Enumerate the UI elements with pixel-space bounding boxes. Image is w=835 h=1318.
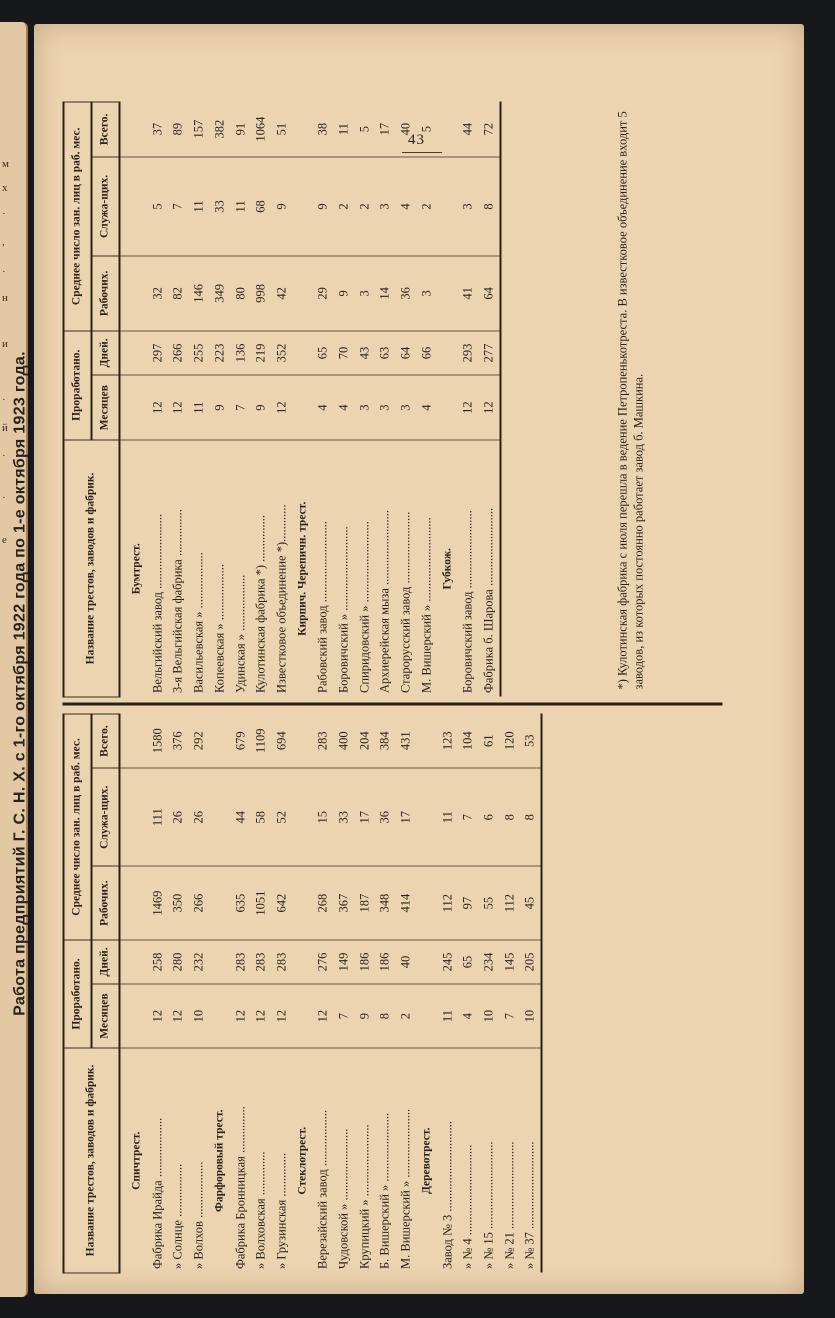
workers-cell: 3 [354,256,375,330]
months-cell: 2 [396,984,417,1048]
col-worked-header: Проработано. [64,331,92,440]
enterprise-name: Васильевская » .................. [191,552,206,693]
total-cell: 204 [354,714,375,768]
col-days-header: Дней. [92,940,120,984]
table-row [313,102,334,697]
days-cell: 293 [458,331,479,376]
table-row [416,102,437,697]
empty-cell [437,331,458,376]
right-table-body [120,102,501,697]
enterprise-name: Удинская » .................. [233,574,248,693]
workers-cell: 82 [168,256,189,330]
months-cell: 12 [458,375,479,440]
empty-cell [292,102,313,157]
days-cell: 40 [396,940,417,984]
empty-cell [120,768,148,866]
empty-cell [292,866,313,940]
workers-cell: 187 [354,866,375,940]
empty-cell [120,375,148,440]
col-name-header: Название трестов, заводов и фабрик. [64,440,120,697]
table-row [251,714,272,1273]
clerks-cell: 17 [354,768,375,866]
col-total-header: Всего. [92,102,120,157]
page-title: Работа предприятий Г. С. Н. Х. с 1-го октября 1922 года по 1-е октября 1923 года. [11,351,29,1016]
empty-cell [437,375,458,440]
enterprise-name: Копеевская » .................. [212,563,227,693]
clerks-cell: 26 [168,768,189,866]
months-cell: 9 [209,375,230,440]
empty-cell [120,940,148,984]
months-cell: 12 [230,984,251,1048]
empty-cell [120,714,148,768]
workers-cell: 998 [251,256,272,330]
enterprise-name: » № 21 ............................ [502,1141,517,1269]
workers-cell: 348 [375,866,396,940]
table-row [458,102,479,697]
group-row [120,102,148,697]
trust-name: Бумтрест. [130,543,143,595]
workers-cell: 64 [478,256,500,330]
clerks-cell: 8 [520,768,542,866]
workers-cell: 1051 [251,866,272,940]
months-cell: 12 [313,984,334,1048]
days-cell: 186 [375,940,396,984]
book-page [11,24,804,1294]
clerks-cell: 9 [271,157,292,256]
group-row [292,102,313,697]
table-row [375,714,396,1273]
trust-name: Деревотрест. [420,1127,433,1195]
enterprise-name: Завод № 3 ............................. [440,1120,455,1269]
days-cell: 186 [354,940,375,984]
table-row [271,102,292,697]
total-cell: 11 [334,102,355,157]
workers-cell: 3 [416,256,437,330]
empty-cell [292,940,313,984]
months-cell: 12 [271,984,292,1048]
workers-cell: 414 [396,866,417,940]
total-cell: 1064 [251,102,272,157]
empty-cell [292,331,313,376]
table-row [478,102,500,697]
total-cell: 376 [168,714,189,768]
enterprise-name: Фабрика Ирайда ................... [150,1117,165,1269]
days-cell: 297 [147,331,168,376]
clerks-cell: 44 [230,768,251,866]
footnote: *) Кулотинская фабрика с июля перешла в ведение Петропенькотреста. В известковое объединение входит 5 заводов, из которых постоянно работает завод б. Машкина. [615,111,646,690]
clerks-cell: 52 [271,768,292,866]
workers-cell: 268 [313,866,334,940]
days-cell: 280 [168,940,189,984]
clerks-cell: 9 [313,157,334,256]
total-cell: 694 [271,714,292,768]
days-cell: 232 [189,940,210,984]
enterprise-name: Фабрика б. Шарова ......................... [481,507,496,693]
adjacent-page-edge: м х · , · н и · й · · е [0,22,28,1297]
table-row [499,714,520,1273]
empty-cell [416,714,437,768]
enterprise-name: » № 4 ............................. [460,1144,475,1269]
enterprise-name: Старорусский завод ....................... [398,511,413,693]
table-row [189,714,210,1273]
months-cell: 3 [354,375,375,440]
col-clerks-header: Служа-щих. [92,157,120,256]
months-cell: 11 [437,984,458,1048]
enterprise-name: Крупицкий » ....................... [357,1124,372,1269]
days-cell: 283 [230,940,251,984]
table-row [271,714,292,1273]
workers-cell: 42 [271,256,292,330]
table-row [313,714,334,1273]
empty-cell [120,157,148,256]
clerks-cell: 8 [499,768,520,866]
clerks-cell: 7 [458,768,479,866]
empty-cell [416,940,437,984]
total-cell: 17 [375,102,396,157]
workers-cell: 367 [334,866,355,940]
total-cell: 382 [209,102,230,157]
clerks-cell: 33 [334,768,355,866]
total-cell: 5 [354,102,375,157]
empty-cell [209,714,230,768]
days-cell: 66 [416,331,437,376]
months-cell: 3 [396,375,417,440]
enterprise-name: » № 15 ............................ [481,1141,496,1269]
trust-name: Кирпич. Черепичн. трест. [296,501,309,636]
enterprise-name: Чудовской » ....................... [336,1128,351,1269]
empty-cell [209,984,230,1048]
trust-name: Спичтрест. [130,1131,143,1190]
total-cell: 431 [396,714,417,768]
clerks-cell: 11 [437,768,458,866]
total-cell: 38 [313,102,334,157]
months-cell: 12 [251,984,272,1048]
workers-cell: 80 [230,256,251,330]
col-total-header: Всего. [92,714,120,768]
table-row [147,102,168,697]
total-cell: 1580 [147,714,168,768]
days-cell: 205 [520,940,542,984]
months-cell: 10 [478,984,499,1048]
days-cell: 70 [334,331,355,376]
table-row [168,102,189,697]
workers-cell: 9 [334,256,355,330]
empty-cell [416,984,437,1048]
clerks-cell: 11 [230,157,251,256]
months-cell: 7 [334,984,355,1048]
months-cell: 12 [271,375,292,440]
clerks-cell: 3 [375,157,396,256]
total-cell: 679 [230,714,251,768]
days-cell: 64 [396,331,417,376]
tables-divider [63,703,723,706]
col-worked-header: Проработано. [64,940,92,1048]
months-cell: 7 [230,375,251,440]
right-table-header [64,102,120,697]
days-cell: 219 [251,331,272,376]
empty-cell [120,866,148,940]
enterprise-name: 3-я Вельгийская фабрика ............... [170,509,185,693]
tables-area [63,94,723,1274]
enterprise-name: Верезайский завод .................. [315,1109,330,1269]
total-cell: 91 [230,102,251,157]
group-row [437,102,458,697]
enterprise-name: Б. Вишерский » ...................... [377,1112,392,1269]
days-cell: 65 [458,940,479,984]
total-cell: 283 [313,714,334,768]
enterprise-name: Архиерейская мыза ........................ [377,509,392,693]
col-clerks-header: Служа-щих. [92,768,120,866]
days-cell: 149 [334,940,355,984]
months-cell: 7 [499,984,520,1048]
clerks-cell: 111 [147,768,168,866]
col-months-header: Месяцев [92,375,120,440]
workers-cell: 32 [147,256,168,330]
enterprise-name: М. Вишерский » ...................... [398,1108,413,1269]
table-row [334,714,355,1273]
workers-cell: 97 [458,866,479,940]
months-cell: 9 [251,375,272,440]
enterprise-name: Рабовский завод .......................... [315,521,330,693]
trust-name: Губкож. [441,548,454,590]
total-cell: 292 [189,714,210,768]
col-workers-header: Рабочих. [92,256,120,330]
empty-cell [292,157,313,256]
clerks-cell: 15 [313,768,334,866]
empty-cell [292,375,313,440]
trust-name: Фарфоровый трест. [213,1109,226,1212]
workers-cell: 350 [168,866,189,940]
clerks-cell: 36 [375,768,396,866]
table-row [396,102,417,697]
enterprise-name: М. Вишерский » ........................... [419,517,434,693]
total-cell: 53 [520,714,542,768]
table-row [230,714,251,1273]
months-cell: 9 [354,984,375,1048]
empty-cell [416,866,437,940]
enterprise-name: » Грузинская .............. [274,1152,289,1269]
table-row [251,102,272,697]
days-cell: 266 [168,331,189,376]
workers-cell: 266 [189,866,210,940]
enterprise-name: Боровичский завод ......................... [460,510,475,693]
table-row [168,714,189,1273]
workers-cell: 112 [437,866,458,940]
enterprise-name: » Волховская .............. [253,1151,268,1269]
right-table [63,102,502,698]
workers-cell: 29 [313,256,334,330]
days-cell: 276 [313,940,334,984]
months-cell: 4 [458,984,479,1048]
clerks-cell: 2 [416,157,437,256]
group-row [416,714,437,1273]
days-cell: 277 [478,331,500,376]
months-cell: 12 [147,375,168,440]
clerks-cell: 33 [209,157,230,256]
enterprise-name: Фабрика Бронницкая ............... [233,1106,248,1269]
left-table-body [120,714,542,1273]
months-cell: 8 [375,984,396,1048]
clerks-cell: 58 [251,768,272,866]
left-table [63,714,543,1274]
table-row [147,714,168,1273]
clerks-cell: 7 [168,157,189,256]
table-row [437,714,458,1273]
days-cell: 223 [209,331,230,376]
days-cell: 65 [313,331,334,376]
workers-cell: 1469 [147,866,168,940]
col-days-header: Дней. [92,331,120,376]
months-cell: 12 [168,984,189,1048]
empty-cell [416,768,437,866]
workers-cell: 642 [271,866,292,940]
months-cell: 11 [189,375,210,440]
months-cell: 12 [478,375,500,440]
days-cell: 63 [375,331,396,376]
table-row [478,714,499,1273]
enterprise-name: Известковое объединение *)............ [274,504,289,693]
days-cell: 145 [499,940,520,984]
total-cell: 51 [271,102,292,157]
table-row [396,714,417,1273]
empty-cell [120,102,148,157]
total-cell: 37 [147,102,168,157]
table-row [375,102,396,697]
enterprise-name: Вельгийский завод ........................ [150,513,165,693]
table-row [334,102,355,697]
table-row [189,102,210,697]
clerks-cell: 2 [354,157,375,256]
clerks-cell: 4 [396,157,417,256]
total-cell: 40 [396,102,417,157]
enterprise-name: Боровичский » ........................... [336,526,351,693]
months-cell: 10 [520,984,542,1048]
months-cell: 3 [375,375,396,440]
total-cell: 61 [478,714,499,768]
days-cell: 234 [478,940,499,984]
total-cell: 157 [189,102,210,157]
clerks-cell: 26 [189,768,210,866]
enterprise-name: Кулотинская фабрика *) ............... [253,514,268,693]
empty-cell [120,256,148,330]
clerks-cell: 8 [478,157,500,256]
empty-cell [437,157,458,256]
empty-cell [292,256,313,330]
total-cell: 72 [478,102,500,157]
workers-cell: 45 [520,866,542,940]
workers-cell: 55 [478,866,499,940]
workers-cell: 14 [375,256,396,330]
months-cell: 4 [313,375,334,440]
days-cell: 258 [147,940,168,984]
months-cell: 4 [334,375,355,440]
total-cell: 400 [334,714,355,768]
col-name-header: Название трестов, заводов и фабрик. [64,1048,120,1273]
clerks-cell: 11 [189,157,210,256]
workers-cell: 349 [209,256,230,330]
left-table-header [64,714,120,1273]
col-avg-header: Среднее число зан. лиц в раб. мес. [64,102,92,331]
clerks-cell: 6 [478,768,499,866]
total-cell: 120 [499,714,520,768]
days-cell: 255 [189,331,210,376]
workers-cell: 635 [230,866,251,940]
enterprise-name: Спиридовский » .......................... [357,521,372,693]
days-cell: 283 [251,940,272,984]
total-cell: 89 [168,102,189,157]
clerks-cell: 5 [147,157,168,256]
clerks-cell: 2 [334,157,355,256]
trust-name: Стеклотрест. [296,1126,309,1195]
clerks-cell: 68 [251,157,272,256]
empty-cell [120,984,148,1048]
workers-cell: 41 [458,256,479,330]
empty-cell [437,256,458,330]
days-cell: 245 [437,940,458,984]
empty-cell [292,714,313,768]
empty-cell [292,768,313,866]
months-cell: 12 [147,984,168,1048]
empty-cell [209,866,230,940]
days-cell: 136 [230,331,251,376]
total-cell: 1109 [251,714,272,768]
days-cell: 283 [271,940,292,984]
months-cell: 12 [168,375,189,440]
workers-cell: 112 [499,866,520,940]
total-cell: 384 [375,714,396,768]
enterprise-name: » № 37 ............................ [522,1141,537,1269]
col-workers-header: Рабочих. [92,866,120,940]
clerks-cell: 17 [396,768,417,866]
group-row [292,714,313,1273]
table-row [520,714,542,1273]
empty-cell [209,940,230,984]
empty-cell [120,331,148,376]
col-avg-header: Среднее число зан. лиц в раб. мес. [64,714,92,940]
workers-cell: 36 [396,256,417,330]
col-months-header: Месяцев [92,984,120,1048]
total-cell: 44 [458,102,479,157]
table-row [209,102,230,697]
empty-cell [292,984,313,1048]
table-row [458,714,479,1273]
months-cell: 10 [189,984,210,1048]
table-row [354,102,375,697]
days-cell: 352 [271,331,292,376]
group-row [120,714,148,1273]
page-number: 43 [408,132,425,148]
total-cell: 104 [458,714,479,768]
total-cell: 123 [437,714,458,768]
rotated-content [1,94,835,1274]
days-cell: 43 [354,331,375,376]
table-row [354,714,375,1273]
total-cell: 5 [416,102,437,157]
enterprise-name: » Волхов .................. [191,1161,206,1269]
workers-cell: 146 [189,256,210,330]
empty-cell [437,102,458,157]
months-cell: 4 [416,375,437,440]
empty-cell [209,768,230,866]
enterprise-name: » Солнце ................. [170,1163,185,1269]
group-row [209,714,230,1273]
clerks-cell: 3 [458,157,479,256]
table-row [230,102,251,697]
